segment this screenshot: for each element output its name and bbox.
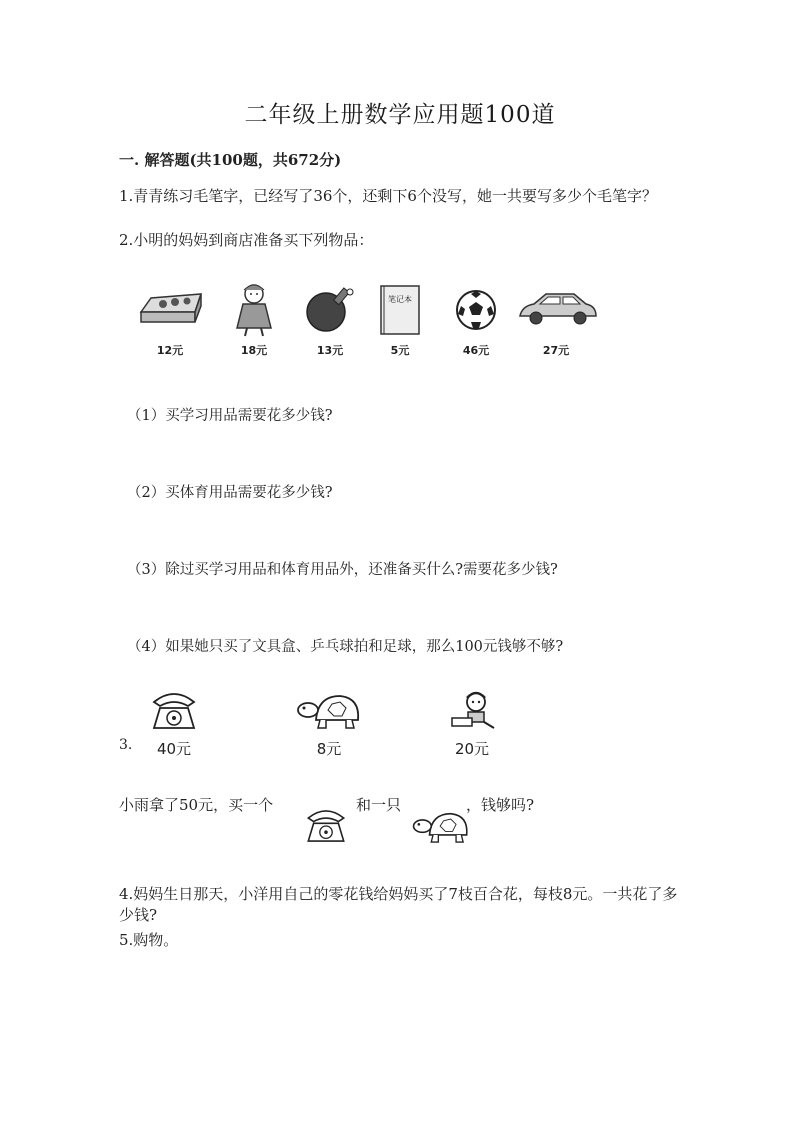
sub-question-2: （2）买体育用品需要花多少钱? [127, 485, 333, 501]
toy-car-icon [516, 282, 600, 332]
question-5: 5.购物。 [119, 931, 179, 949]
goods-price: 27元 [542, 344, 570, 357]
sub-question-1: （1）买学习用品需要花多少钱? [127, 408, 333, 424]
goods-item [516, 282, 596, 362]
goods-item [436, 282, 516, 362]
goods-price: 5元 [390, 344, 410, 357]
goods-item [130, 282, 210, 362]
toy-price: 40元 [156, 740, 192, 758]
kid-toy-icon [446, 690, 498, 732]
goods-row [130, 282, 620, 362]
goods-item [360, 282, 440, 362]
goods-price: 13元 [316, 344, 344, 357]
soccer-ball-icon [451, 282, 501, 338]
page-title: 二年级上册数学应用题100道 [244, 102, 556, 128]
turtle-icon [410, 808, 472, 846]
question-3-text-part1: 小雨拿了50元，买一个 [119, 796, 274, 814]
question-3-text-part3: ，钱够吗? [466, 796, 535, 814]
goods-item [214, 282, 294, 362]
doll-icon [229, 282, 279, 338]
toy-price: 20元 [454, 740, 490, 758]
question-3-number: 3. [119, 737, 133, 753]
notebook-label: 笔记本 [388, 295, 412, 304]
turtle-icon [294, 690, 364, 732]
ping-pong-paddle-icon [302, 282, 358, 338]
telephone-icon [303, 806, 349, 846]
pencil-case-icon [135, 282, 205, 332]
question-1: 1.青青练习毛笔字，已经写了36个，还剩下6个没写，她一共要写多少个毛笔字？ [119, 187, 657, 205]
toy-price: 8元 [316, 740, 342, 758]
question-4: 4.妈妈生日那天，小洋用自己的零花钱给妈妈买了7枝百合花，每枝8元。一共花了多少钱? [119, 885, 678, 924]
toy-item [284, 690, 374, 759]
sub-question-3: （3）除过买学习用品和体育用品外，还准备买什么?需要花多少钱? [127, 562, 558, 578]
question-3-text-part2: 和一只 [356, 796, 402, 814]
question-2: 2.小明的妈妈到商店准备买下列物品： [119, 231, 374, 249]
notebook-icon [375, 282, 425, 338]
goods-item [290, 282, 370, 362]
toys-row [119, 690, 519, 770]
goods-price: 12元 [156, 344, 184, 357]
goods-price: 46元 [462, 344, 490, 357]
section-heading: 一. 解答题(共100题，共672分) [119, 151, 342, 169]
toy-item [129, 690, 219, 759]
sub-question-4: （4）如果她只买了文具盒、乒乓球拍和足球，那么100元钱够不够? [127, 639, 564, 655]
goods-price: 18元 [240, 344, 268, 357]
telephone-icon [148, 690, 200, 732]
toy-item [427, 690, 517, 759]
